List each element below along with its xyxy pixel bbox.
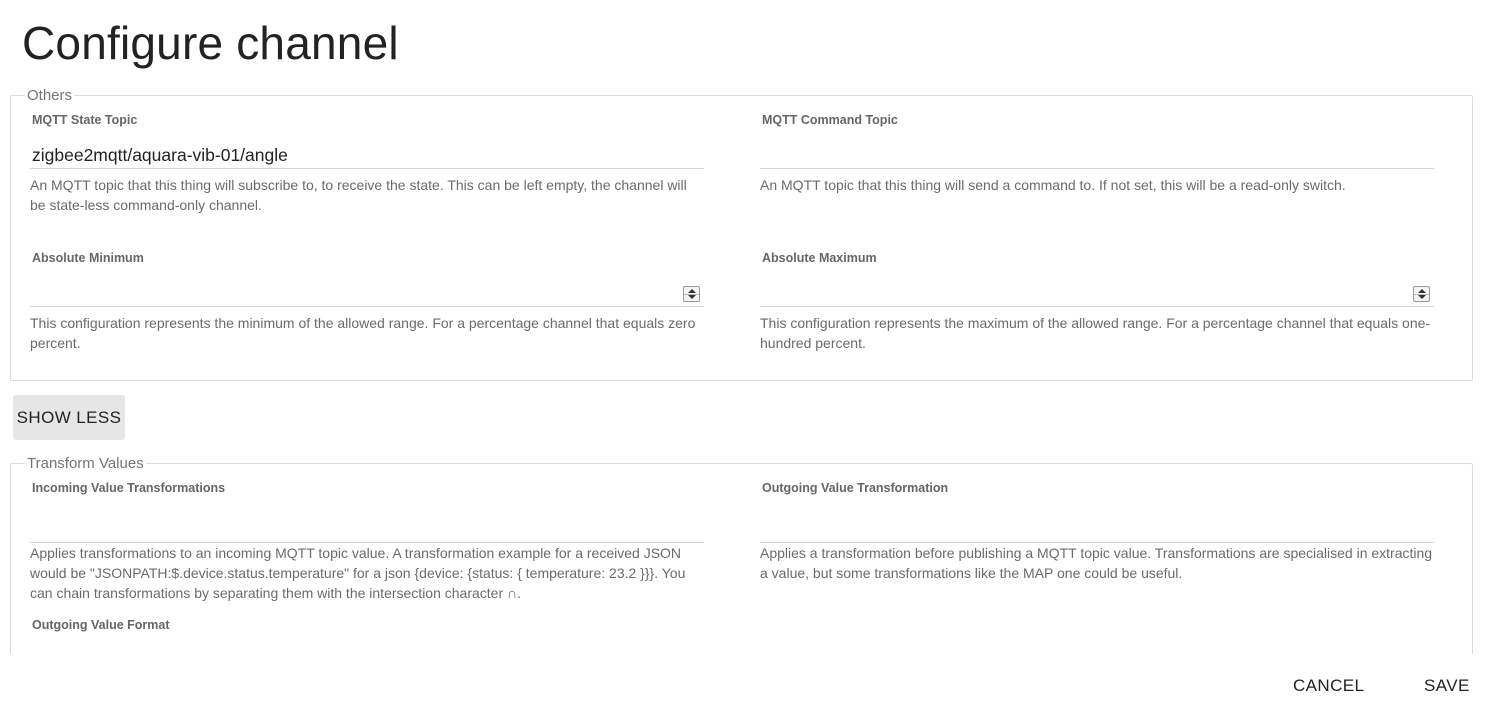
command-topic-label: MQTT Command Topic [762, 113, 898, 127]
outgoing-transform-label: Outgoing Value Transformation [762, 481, 949, 495]
page-title: Configure channel [22, 17, 399, 69]
others-group [10, 87, 1473, 381]
others-legend: Others [27, 87, 73, 104]
state-topic-help: An MQTT topic that this thing will subscribe to, to receive the state. This can be left empty, the channel will be state-less command-only channel. [30, 177, 687, 213]
spinner-up-icon[interactable] [1418, 289, 1426, 293]
abs-max-spinner[interactable] [1413, 286, 1430, 302]
spinner-down-icon[interactable] [688, 295, 696, 299]
spinner-down-icon[interactable] [1418, 295, 1426, 299]
cancel-button[interactable]: CANCEL [1293, 676, 1365, 695]
save-button[interactable]: SAVE [1424, 676, 1470, 695]
state-topic-label: MQTT State Topic [32, 113, 138, 127]
incoming-transform-help: Applies transformations to an incoming MQTT topic value. A transformation example for a received JSON would be "JSONPATH:$.device.status.temperature" for a json {device: {status: { temperature: 23.2 }}}. You can chain transformations by separating them with the intersection character ∩. [30, 545, 686, 601]
show-less-button[interactable]: SHOW LESS [13, 395, 125, 440]
transform-group [10, 455, 1473, 654]
abs-max-help: This configuration represents the maximum of the allowed range. For a percentage channel that equals one-hundred percent. [760, 315, 1431, 351]
outgoing-transform-help: Applies a transformation before publishing a MQTT topic value. Transformations are specialised in extracting a value, but some transformations like the MAP one could be useful. [760, 545, 1433, 581]
command-topic-input[interactable] [760, 143, 1434, 169]
abs-min-help: This configuration represents the minimum of the allowed range. For a percentage channel that equals zero percent. [30, 315, 696, 351]
command-topic-help: An MQTT topic that this thing will send a command to. If not set, this will be a read-only switch. [760, 177, 1346, 193]
abs-max-label: Absolute Maximum [762, 251, 877, 265]
abs-min-label: Absolute Minimum [32, 251, 144, 265]
abs-min-spinner[interactable] [683, 286, 700, 302]
outgoing-format-label: Outgoing Value Format [32, 618, 170, 632]
transform-legend: Transform Values [27, 455, 144, 472]
abs-max-input[interactable] [760, 281, 1434, 307]
state-topic-input[interactable] [30, 143, 704, 169]
incoming-transform-label: Incoming Value Transformations [32, 481, 226, 495]
dialog-content[interactable] [0, 84, 1489, 654]
spinner-up-icon[interactable] [688, 289, 696, 293]
outgoing-transform-input[interactable] [760, 517, 1434, 543]
incoming-transform-input[interactable] [30, 517, 704, 543]
abs-min-input[interactable] [30, 281, 704, 307]
